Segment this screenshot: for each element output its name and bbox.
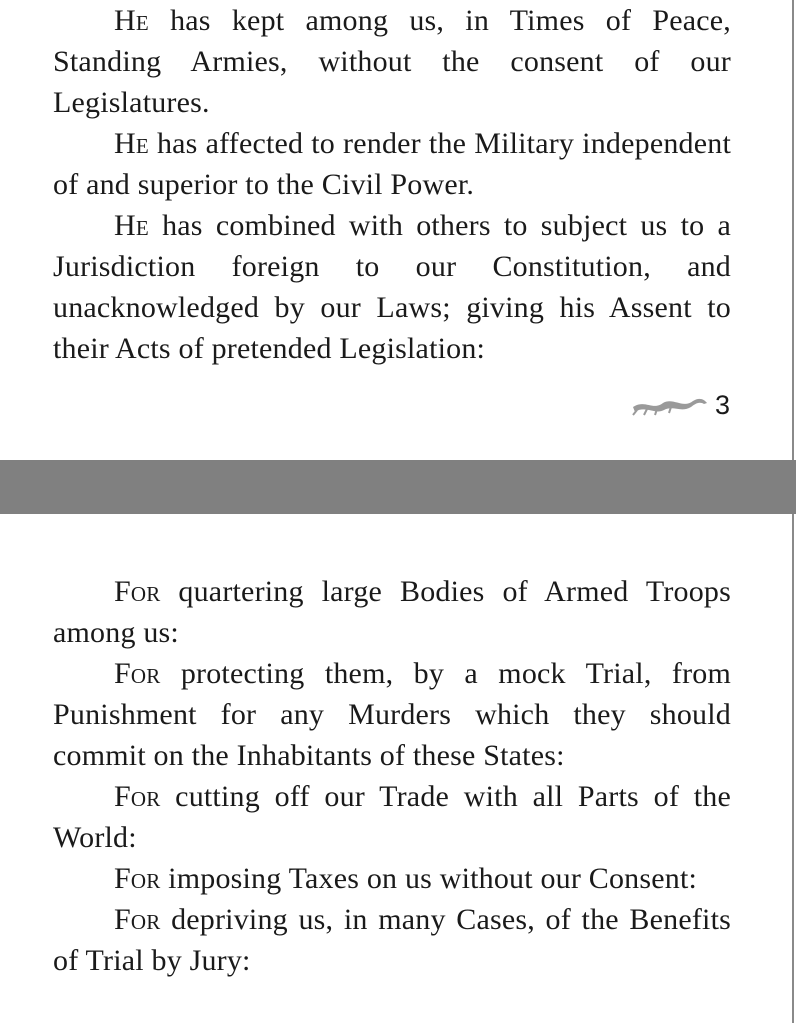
paragraph [53,653,731,776]
paragraph-text: has kept among us, in Times of Peace, Standing Armies, without the consent of our Legislatures. [53,4,731,119]
paragraph [53,205,731,369]
page-number: 3 [714,390,730,420]
paragraph [53,123,731,205]
paragraph [53,0,731,123]
paragraph-lead-word: For [114,862,161,895]
page-top-text [53,0,731,369]
paragraph-lead-word: He [114,127,149,160]
paragraph-text: cutting off our Trade with all Parts of the World: [53,780,731,854]
paragraph-text: has combined with others to subject us to a Jurisdiction foreign to our Constitution, and unacknowledged by our Laws; giving his Assent to their Acts of pretended Legislation: [53,209,731,365]
paragraph-lead-word: For [114,657,161,690]
page-top [0,0,794,460]
page-folio [631,390,730,421]
paragraph-lead-word: He [114,4,149,37]
paragraph-lead-word: For [114,780,161,813]
paragraph-text: depriving us, in many Cases, of the Benefits of Trial by Jury: [53,903,731,977]
paragraph-lead-word: He [114,209,149,242]
page-bottom-text [53,571,731,981]
paragraph-text: protecting them, by a mock Trial, from Punishment for any Murders which they should commit on the Inhabitants of these States: [53,657,731,772]
paragraph-text: has affected to render the Military independent of and superior to the Civil Power. [53,127,731,201]
paragraph-lead-word: For [114,903,161,936]
paragraph [53,858,731,899]
paragraph [53,776,731,858]
feather-ornament-icon [631,395,709,417]
page-bottom [0,514,794,1023]
page-divider [0,460,796,514]
paragraph [53,571,731,653]
paragraph-lead-word: For [114,575,161,608]
paragraph-text: imposing Taxes on us without our Consent: [160,862,698,895]
paragraph [53,899,731,981]
paragraph-text: quartering large Bodies of Armed Troops among us: [53,575,731,649]
